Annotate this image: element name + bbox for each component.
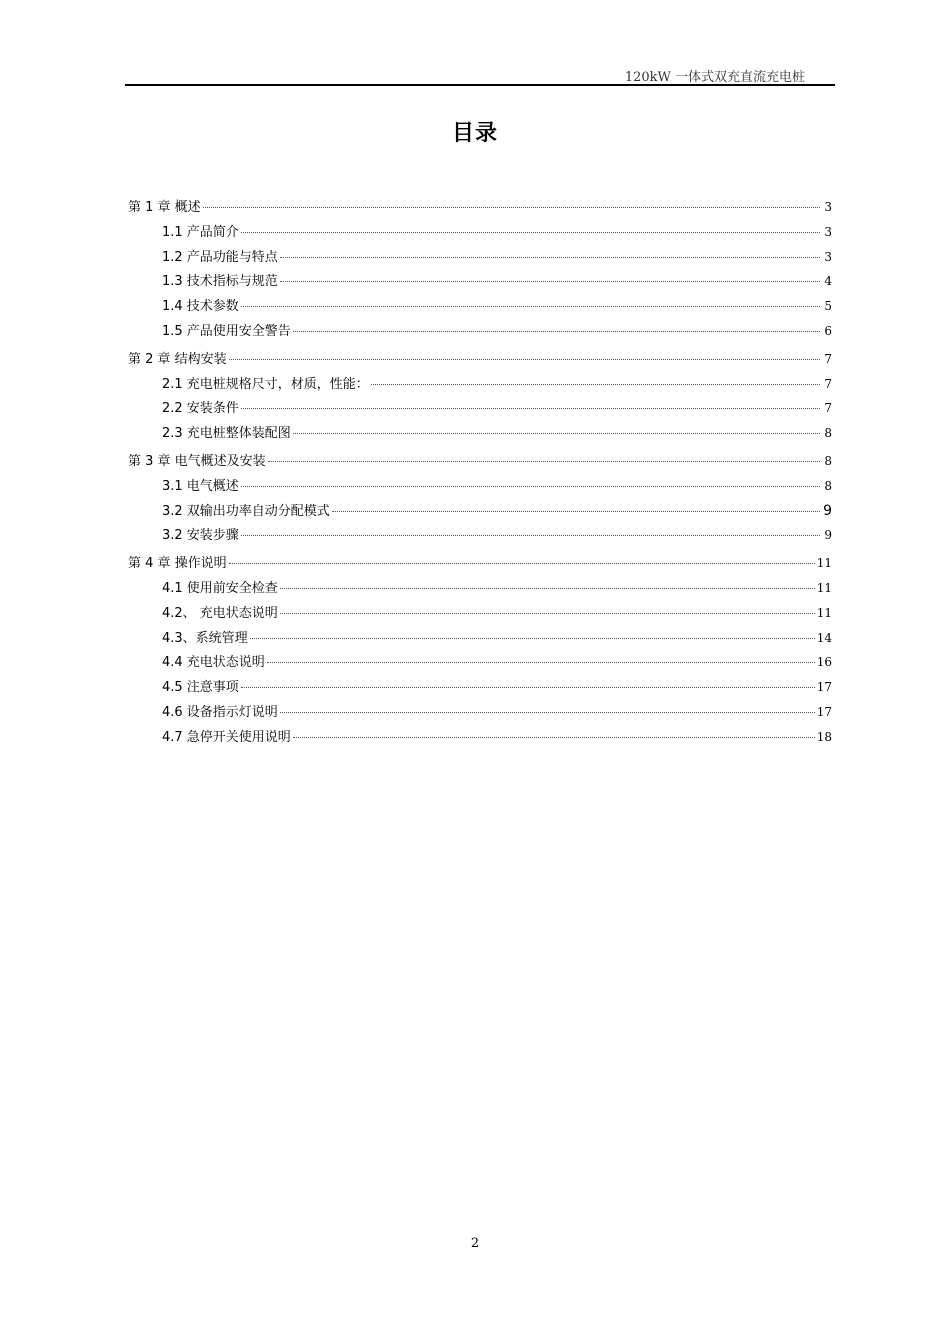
toc-section-entry[interactable] — [128, 270, 832, 295]
toc-dot-leader — [293, 433, 820, 434]
toc-entry-page: 11 — [816, 580, 832, 595]
toc-entry-label: 4.7 急停开关使用说明 — [162, 729, 291, 745]
toc-entry-page: 7 — [824, 401, 832, 416]
toc-entry-label: 4.3、系统管理 — [162, 630, 248, 646]
toc-entry-page: 17 — [816, 704, 832, 719]
toc-entry-page: 9 — [824, 528, 832, 543]
toc-dot-leader — [293, 737, 815, 738]
toc-entry-page: 14 — [816, 630, 832, 645]
toc-entry-label: 4.4 充电状态说明 — [162, 655, 265, 671]
page-header — [125, 62, 835, 86]
toc-entry-label: 第 2 章 结构安装 — [128, 351, 227, 367]
toc-entry-page: 7 — [824, 351, 832, 366]
toc-entry-label: 4.5 注意事项 — [162, 680, 239, 696]
toc-section-entry[interactable] — [128, 524, 832, 549]
toc-entry-page: 6 — [824, 323, 832, 338]
toc-chapter-entry[interactable] — [128, 348, 832, 373]
toc-entry-label: 1.1 产品简介 — [162, 224, 239, 240]
toc-dot-leader — [241, 535, 820, 536]
toc-entry-page: 7 — [824, 376, 832, 391]
toc-entry-label: 2.3 充电桩整体装配图 — [162, 426, 291, 442]
toc-entry-page: 8 — [824, 478, 832, 493]
toc-entry-page: 5 — [824, 299, 832, 314]
page-title: 目录 — [451, 121, 498, 146]
toc-dot-leader — [241, 232, 820, 233]
toc-dot-leader — [250, 638, 815, 639]
toc-dot-leader — [280, 281, 820, 282]
page-number: 2 — [470, 1236, 480, 1251]
toc-entry-label: 3.1 电气概述 — [162, 478, 239, 494]
toc-entry-page: 11 — [816, 605, 832, 620]
toc-chapter-entry[interactable] — [128, 196, 832, 221]
toc-entry-page: 8 — [824, 426, 832, 441]
toc-dot-leader — [241, 408, 820, 409]
toc-section-entry[interactable] — [128, 475, 832, 500]
toc-section-entry[interactable] — [128, 373, 832, 398]
toc-section-entry[interactable] — [128, 422, 832, 447]
toc-entry-label: 4.2、 充电状态说明 — [162, 605, 278, 621]
toc-dot-leader — [280, 712, 815, 713]
toc-section-entry[interactable] — [128, 500, 832, 525]
toc-section-entry[interactable] — [128, 627, 832, 652]
toc-dot-leader — [280, 588, 815, 589]
toc-dot-leader — [332, 511, 820, 512]
toc-section-entry[interactable] — [128, 295, 832, 320]
toc-section-entry[interactable] — [128, 651, 832, 676]
toc-entry-page: 16 — [816, 655, 832, 670]
toc-entry-page: 18 — [816, 729, 832, 744]
toc-entry-label: 第 1 章 概述 — [128, 200, 201, 215]
toc-entry-label: 4.6 设备指示灯说明 — [162, 704, 278, 720]
toc-entry-label: 2.1 充电桩规格尺寸，材质，性能： — [162, 376, 369, 392]
toc-dot-leader — [293, 331, 820, 332]
toc-section-entry[interactable] — [128, 701, 832, 726]
toc-entry-label: 3.2 双输出功率自动分配模式 — [162, 503, 330, 519]
toc-entry-label: 1.3 技术指标与规范 — [162, 274, 278, 290]
table-of-contents — [128, 196, 832, 751]
toc-dot-leader — [280, 257, 820, 258]
toc-section-entry[interactable] — [128, 320, 832, 345]
toc-entry-page: 3 — [824, 224, 832, 239]
toc-chapter-entry[interactable] — [128, 450, 832, 475]
toc-dot-leader — [371, 384, 820, 385]
toc-entry-label: 2.2 安装条件 — [162, 401, 239, 417]
header-doc-title: 120kW 一体式双充直流充电桩 — [624, 70, 805, 85]
toc-dot-leader — [241, 306, 820, 307]
toc-section-entry[interactable] — [128, 602, 832, 627]
toc-entry-page: 9 — [823, 502, 832, 519]
toc-dot-leader — [241, 486, 820, 487]
toc-entry-label: 4.1 使用前安全检查 — [162, 580, 278, 596]
toc-section-entry[interactable] — [128, 726, 832, 751]
toc-section-entry[interactable] — [128, 676, 832, 701]
toc-dot-leader — [229, 359, 820, 360]
toc-entry-label: 第 4 章 操作说明 — [128, 556, 227, 572]
toc-dot-leader — [280, 613, 815, 614]
toc-dot-leader — [268, 461, 820, 462]
toc-section-entry[interactable] — [128, 246, 832, 271]
toc-entry-label: 3.2 安装步骤 — [162, 528, 239, 544]
toc-entry-label: 第 3 章 电气概述及安装 — [128, 453, 266, 469]
toc-entry-page: 4 — [824, 274, 832, 289]
toc-entry-label: 1.4 技术参数 — [162, 299, 239, 315]
toc-section-entry[interactable] — [128, 397, 832, 422]
toc-section-entry[interactable] — [128, 577, 832, 602]
toc-entry-page: 8 — [824, 453, 832, 468]
toc-section-entry[interactable] — [128, 221, 832, 246]
toc-entry-page: 11 — [816, 556, 832, 571]
toc-chapter-entry[interactable] — [128, 552, 832, 577]
toc-entry-label: 1.2 产品功能与特点 — [162, 249, 278, 265]
toc-dot-leader — [203, 207, 820, 208]
toc-dot-leader — [241, 687, 815, 688]
toc-entry-label: 1.5 产品使用安全警告 — [162, 323, 291, 339]
toc-dot-leader — [229, 563, 815, 564]
toc-entry-page: 3 — [824, 200, 832, 214]
toc-entry-page: 3 — [824, 249, 832, 264]
toc-entry-page: 17 — [816, 680, 832, 695]
toc-dot-leader — [267, 662, 815, 663]
